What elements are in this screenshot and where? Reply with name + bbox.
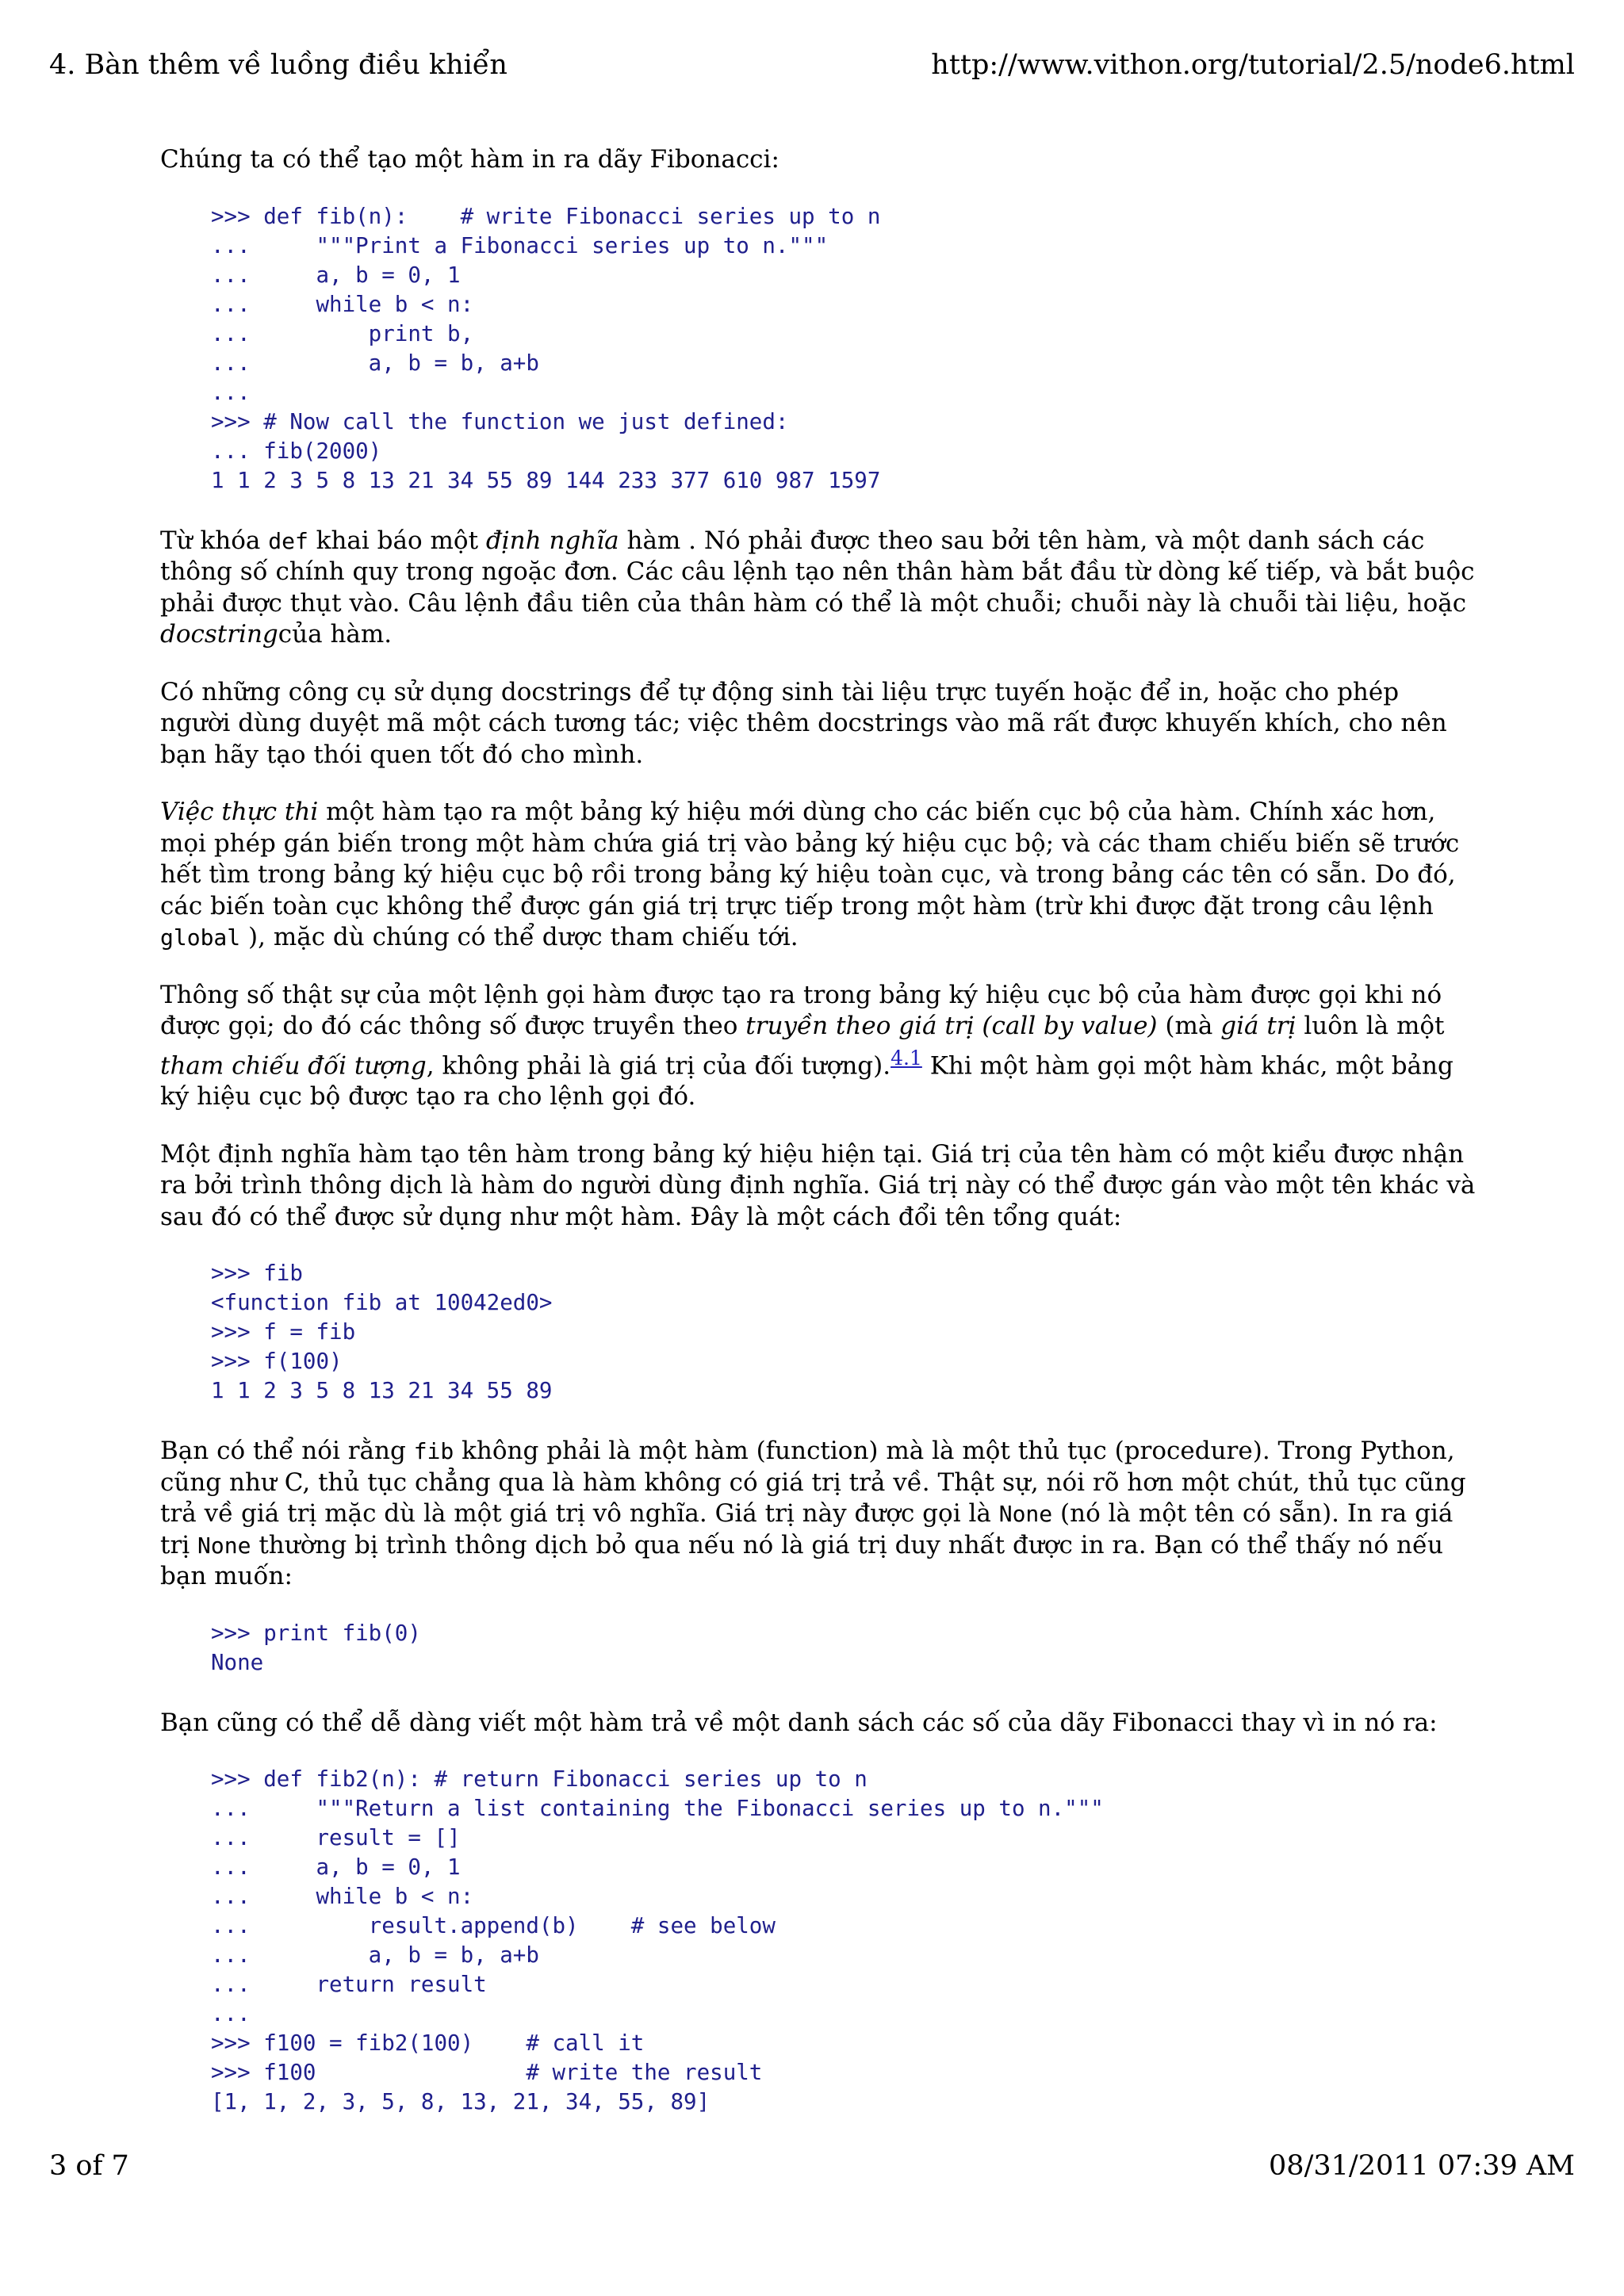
page-title: 4. Bàn thêm về luồng điều khiển: [49, 49, 508, 81]
code-block-rename: >>> fib <function fib at 10042ed0> >>> f = fib >>> f(100) 1 1 2 3 5 8 13 21 34 55 89: [211, 1261, 553, 1404]
code-block-print-none: >>> print fib(0) None: [211, 1620, 421, 1675]
arguments-paragraph: Thông số thật sự của một lệnh gọi hàm được tạo ra trong bảng ký hiệu cục bộ của hàm được gọi khi nó được gọi; do đó các thông số được truyền theo truyền theo giá trị (call by value) (mà giá trị luôn là một tham chiếu đối tượng, không phải là giá trị của đối tượng).$^{4.1}$ Khi một hàm gọi một hàm khác, một bảng ký hiệu cục bộ được tạo ra cho lệnh gọi đó.: [160, 980, 1454, 1112]
page-footer: [49, 2150, 1575, 2190]
inline-code-none: None: [998, 1501, 1053, 1528]
inline-code-def: def: [268, 527, 308, 554]
footnote-link[interactable]: 4.1: [891, 1046, 922, 1070]
code-block-fib: >>> def fib(n): # write Fibonacci series up to n ... """Print a Fibonacci series up to n.""" ... a, b = 0, 1 ... while b < n: ... print b, ... a, b = b, a+b ... >>> # Now call the function we just defined: ... fib(2000) 1 1 2 3 5 8 13 21 34 55 89 144 233 377 610 987 1597: [211, 203, 881, 493]
page-number: 3 of 7: [49, 2150, 129, 2182]
docstrings-paragraph: Có những công cụ sử dụng docstrings để tự động sinh tài liệu trực tuyến hoặc để in, hoặc cho phép người dùng duyệt mã một cách tương tác; việc thêm docstrings vào mã rất được khuyến khích, cho nên bạn hãy tạo thói quen tốt đó cho mình.: [160, 677, 1447, 769]
page-header: [49, 49, 1575, 89]
inline-code-global: global: [160, 924, 241, 951]
fib2-paragraph: Bạn cũng có thể dễ dàng viết một hàm trả về một danh sách các số của dãy Fibonacci thay vì in nó ra:: [160, 1708, 1438, 1737]
document-body: [160, 144, 1477, 2147]
inline-code-none-2: None: [197, 1532, 251, 1559]
execution-paragraph: Việc thực thi một hàm tạo ra một bảng ký hiệu mới dùng cho các biến cục bộ của hàm. Chính xác hơn, mọi phép gán biến trong một hàm chứa giá trị vào bảng ký hiệu cục bộ; và các tham chiếu biến sẽ trước hết tìm trong bảng ký hiệu cục bộ rồi trong bảng ký hiệu toàn cục, và trong bảng các tên có sẵn. Do đó, các biến toàn cục không thể được gán giá trị trực tiếp trong một hàm (trừ khi được đặt trong câu lệnh global ), mặc dù chúng có thể dược tham chiếu tới.: [160, 798, 1460, 951]
print-datetime: 08/31/2011 07:39 AM: [1269, 2150, 1575, 2182]
intro-paragraph: Chúng ta có thể tạo một hàm in ra dãy Fibonacci:: [160, 145, 779, 174]
code-block-fib2: >>> def fib2(n): # return Fibonacci series up to n ... """Return a list containing the Fibonacci series up to n.""" ... result = [] ... a, b = 0, 1 ... while b < n: ... result.append(b) # see below ... a, b = b, a+b ... return result ... >>> f100 = fib2(100) # call it >>> f100 # write the result [1, 1, 2, 3, 5, 8, 13, 21, 34, 55, 89]: [211, 1766, 1104, 2115]
inline-code-fib: fib: [413, 1438, 454, 1465]
procedure-paragraph: Bạn có thể nói rằng fib không phải là một hàm (function) mà là một thủ tục (procedure). Trong Python, cũng như C, thủ tục chẳng qua là hàm không có giá trị trả về. Thật sự, nói rõ hơn một chút, thủ tục cũng trả về giá trị mặc dù là một giá trị vô nghĩa. Giá trị này được gọi là None (nó là một tên có sẵn). In ra giá trị None thường bị trình thông dịch bỏ qua nếu nó là giá trị duy nhất được in ra. Bạn có thể thấy nó nếu bạn muốn:: [160, 1437, 1466, 1591]
function-name-paragraph: Một định nghĩa hàm tạo tên hàm trong bảng ký hiệu hiện tại. Giá trị của tên hàm có một kiểu được nhận ra bởi trình thông dịch là hàm do người dùng định nghĩa. Giá trị này có thể được gán vào một tên khác và sau đó có thể được sử dụng như một hàm. Đây là một cách đổi tên tổng quát:: [160, 1139, 1476, 1231]
def-paragraph: Từ khóa def khai báo một định nghĩa hàm . Nó phải được theo sau bởi tên hàm, và một danh sách các thông số chính quy trong ngoặc đơn. Các câu lệnh tạo nên thân hàm bắt đầu từ dòng kế tiếp, và bắt buộc phải được thụt vào. Câu lệnh đầu tiên của thân hàm có thể là một chuỗi; chuỗi này là chuỗi tài liệu, hoặc docstringcủa hàm.: [160, 526, 1475, 649]
page-url: http://www.vithon.org/tutorial/2.5/node6.html: [931, 49, 1575, 81]
